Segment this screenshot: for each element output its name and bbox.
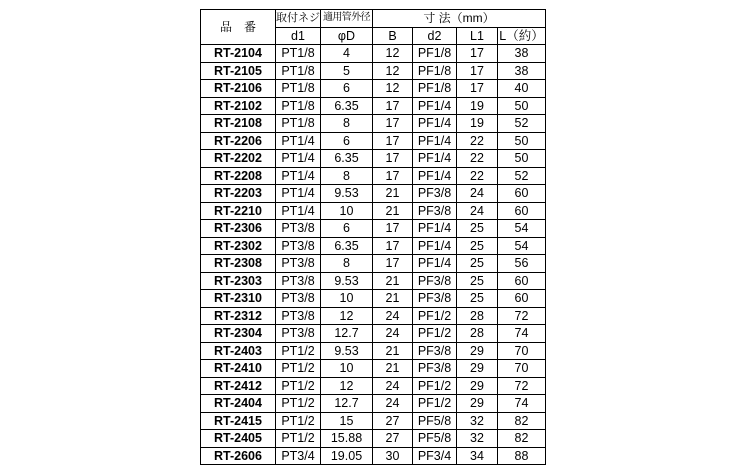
header-dimensions: 寸 法（mm） [373, 10, 546, 28]
header-b: B [373, 27, 413, 45]
b-cell: 24 [373, 325, 413, 343]
l1-cell: 17 [457, 80, 498, 98]
table-body [201, 45, 546, 465]
pipe-od-cell: 8 [321, 115, 373, 133]
b-cell: 21 [373, 360, 413, 378]
table-row [201, 342, 546, 360]
l1-cell: 32 [457, 430, 498, 448]
l1-cell: 25 [457, 272, 498, 290]
l1-cell: 24 [457, 185, 498, 203]
pipe-od-cell: 12.7 [321, 395, 373, 413]
b-cell: 21 [373, 202, 413, 220]
pipe-od-cell: 6 [321, 220, 373, 238]
l1-cell: 17 [457, 45, 498, 63]
b-cell: 17 [373, 167, 413, 185]
b-cell: 12 [373, 62, 413, 80]
l-approx-cell: 54 [498, 220, 546, 238]
pipe-od-cell: 6 [321, 132, 373, 150]
part-no-cell: RT-2210 [201, 202, 276, 220]
pipe-od-cell: 6.35 [321, 237, 373, 255]
d2-cell: PF1/4 [413, 237, 457, 255]
part-no-cell: RT-2108 [201, 115, 276, 133]
thread-cell: PT3/8 [276, 272, 321, 290]
thread-cell: PT1/8 [276, 62, 321, 80]
part-no-cell: RT-2304 [201, 325, 276, 343]
pipe-od-cell: 9.53 [321, 272, 373, 290]
part-no-cell: RT-2105 [201, 62, 276, 80]
l-approx-cell: 60 [498, 202, 546, 220]
l-approx-cell: 50 [498, 97, 546, 115]
b-cell: 21 [373, 185, 413, 203]
thread-cell: PT1/2 [276, 377, 321, 395]
part-no-cell: RT-2206 [201, 132, 276, 150]
header-thread: 取付ネジ [276, 10, 321, 28]
b-cell: 24 [373, 395, 413, 413]
table-header [201, 10, 546, 45]
d2-cell: PF1/2 [413, 377, 457, 395]
b-cell: 17 [373, 97, 413, 115]
table-row [201, 395, 546, 413]
spec-table [200, 9, 546, 465]
l1-cell: 22 [457, 150, 498, 168]
thread-cell: PT1/8 [276, 80, 321, 98]
part-no-cell: RT-2308 [201, 255, 276, 273]
l-approx-cell: 50 [498, 132, 546, 150]
pipe-od-cell: 6 [321, 80, 373, 98]
thread-cell: PT1/4 [276, 167, 321, 185]
table-row [201, 377, 546, 395]
d2-cell: PF3/8 [413, 360, 457, 378]
thread-cell: PT1/2 [276, 412, 321, 430]
pipe-od-cell: 12.7 [321, 325, 373, 343]
d2-cell: PF5/8 [413, 430, 457, 448]
thread-cell: PT1/4 [276, 185, 321, 203]
table-row [201, 237, 546, 255]
table-row [201, 167, 546, 185]
thread-cell: PT3/8 [276, 237, 321, 255]
pipe-od-cell: 15.88 [321, 430, 373, 448]
d2-cell: PF1/4 [413, 255, 457, 273]
pipe-od-cell: 10 [321, 202, 373, 220]
thread-cell: PT3/4 [276, 447, 321, 465]
part-no-cell: RT-2412 [201, 377, 276, 395]
part-no-cell: RT-2404 [201, 395, 276, 413]
table-row [201, 290, 546, 308]
thread-cell: PT3/8 [276, 255, 321, 273]
pipe-od-cell: 8 [321, 255, 373, 273]
l1-cell: 17 [457, 62, 498, 80]
header-l1: L1 [457, 27, 498, 45]
l1-cell: 25 [457, 290, 498, 308]
l-approx-cell: 52 [498, 167, 546, 185]
l1-cell: 34 [457, 447, 498, 465]
header-d1: d1 [276, 27, 321, 45]
pipe-od-cell: 10 [321, 360, 373, 378]
d2-cell: PF1/4 [413, 97, 457, 115]
b-cell: 24 [373, 377, 413, 395]
b-cell: 24 [373, 307, 413, 325]
l1-cell: 19 [457, 97, 498, 115]
d2-cell: PF1/8 [413, 62, 457, 80]
thread-cell: PT1/8 [276, 45, 321, 63]
table-row [201, 97, 546, 115]
d2-cell: PF3/8 [413, 272, 457, 290]
header-part-no: 品 番 [201, 10, 276, 45]
l1-cell: 29 [457, 360, 498, 378]
l-approx-cell: 72 [498, 307, 546, 325]
part-no-cell: RT-2312 [201, 307, 276, 325]
table-row [201, 80, 546, 98]
table-row [201, 220, 546, 238]
l-approx-cell: 74 [498, 395, 546, 413]
table-row [201, 45, 546, 63]
thread-cell: PT3/8 [276, 307, 321, 325]
d2-cell: PF3/8 [413, 290, 457, 308]
thread-cell: PT1/2 [276, 360, 321, 378]
l-approx-cell: 74 [498, 325, 546, 343]
part-no-cell: RT-2104 [201, 45, 276, 63]
l1-cell: 28 [457, 325, 498, 343]
pipe-od-cell: 12 [321, 377, 373, 395]
d2-cell: PF1/2 [413, 325, 457, 343]
b-cell: 21 [373, 342, 413, 360]
l-approx-cell: 50 [498, 150, 546, 168]
b-cell: 17 [373, 255, 413, 273]
l1-cell: 22 [457, 132, 498, 150]
table-row [201, 255, 546, 273]
table-row [201, 150, 546, 168]
pipe-od-cell: 9.53 [321, 185, 373, 203]
thread-cell: PT1/2 [276, 395, 321, 413]
table-row [201, 132, 546, 150]
part-no-cell: RT-2302 [201, 237, 276, 255]
l1-cell: 25 [457, 220, 498, 238]
b-cell: 17 [373, 150, 413, 168]
l-approx-cell: 40 [498, 80, 546, 98]
l-approx-cell: 60 [498, 290, 546, 308]
l1-cell: 22 [457, 167, 498, 185]
d2-cell: PF3/4 [413, 447, 457, 465]
d2-cell: PF1/4 [413, 167, 457, 185]
thread-cell: PT1/8 [276, 97, 321, 115]
table-row [201, 412, 546, 430]
b-cell: 27 [373, 430, 413, 448]
table-row [201, 185, 546, 203]
l-approx-cell: 56 [498, 255, 546, 273]
l1-cell: 29 [457, 377, 498, 395]
l-approx-cell: 38 [498, 45, 546, 63]
pipe-od-cell: 8 [321, 167, 373, 185]
d2-cell: PF1/2 [413, 395, 457, 413]
b-cell: 27 [373, 412, 413, 430]
table-row [201, 307, 546, 325]
header-pipe-od: 適用管外径 [321, 10, 373, 28]
thread-cell: PT3/8 [276, 325, 321, 343]
l-approx-cell: 54 [498, 237, 546, 255]
header-d2: d2 [413, 27, 457, 45]
thread-cell: PT1/2 [276, 430, 321, 448]
table-row [201, 430, 546, 448]
pipe-od-cell: 4 [321, 45, 373, 63]
b-cell: 17 [373, 237, 413, 255]
l-approx-cell: 60 [498, 185, 546, 203]
b-cell: 12 [373, 80, 413, 98]
b-cell: 21 [373, 290, 413, 308]
pipe-od-cell: 12 [321, 307, 373, 325]
d2-cell: PF3/8 [413, 185, 457, 203]
l-approx-cell: 70 [498, 360, 546, 378]
l-approx-cell: 60 [498, 272, 546, 290]
pipe-od-cell: 19.05 [321, 447, 373, 465]
thread-cell: PT1/4 [276, 150, 321, 168]
part-no-cell: RT-2303 [201, 272, 276, 290]
d2-cell: PF3/8 [413, 342, 457, 360]
table-row [201, 325, 546, 343]
l-approx-cell: 72 [498, 377, 546, 395]
table-row [201, 115, 546, 133]
part-no-cell: RT-2106 [201, 80, 276, 98]
d2-cell: PF1/8 [413, 80, 457, 98]
part-no-cell: RT-2306 [201, 220, 276, 238]
b-cell: 21 [373, 272, 413, 290]
part-no-cell: RT-2405 [201, 430, 276, 448]
l-approx-cell: 52 [498, 115, 546, 133]
part-no-cell: RT-2203 [201, 185, 276, 203]
d2-cell: PF5/8 [413, 412, 457, 430]
table-row [201, 62, 546, 80]
header-phi-d: φD [321, 27, 373, 45]
table-row [201, 272, 546, 290]
pipe-od-cell: 6.35 [321, 97, 373, 115]
b-cell: 12 [373, 45, 413, 63]
b-cell: 17 [373, 115, 413, 133]
d2-cell: PF1/4 [413, 115, 457, 133]
l1-cell: 25 [457, 237, 498, 255]
header-l-approx: L（約） [499, 28, 544, 43]
l1-cell: 29 [457, 342, 498, 360]
header-row-top [201, 10, 546, 28]
d2-cell: PF1/2 [413, 307, 457, 325]
thread-cell: PT1/2 [276, 342, 321, 360]
pipe-od-cell: 10 [321, 290, 373, 308]
l1-cell: 24 [457, 202, 498, 220]
thread-cell: PT1/4 [276, 132, 321, 150]
part-no-cell: RT-2208 [201, 167, 276, 185]
l-approx-cell: 82 [498, 430, 546, 448]
l-approx-cell: 70 [498, 342, 546, 360]
l1-cell: 25 [457, 255, 498, 273]
l-approx-cell: 88 [498, 447, 546, 465]
thread-cell: PT1/8 [276, 115, 321, 133]
pipe-od-cell: 15 [321, 412, 373, 430]
part-no-cell: RT-2310 [201, 290, 276, 308]
d2-cell: PF1/4 [413, 150, 457, 168]
b-cell: 17 [373, 220, 413, 238]
part-no-cell: RT-2415 [201, 412, 276, 430]
part-no-cell: RT-2102 [201, 97, 276, 115]
l-approx-cell: 38 [498, 62, 546, 80]
part-no-cell: RT-2202 [201, 150, 276, 168]
pipe-od-cell: 6.35 [321, 150, 373, 168]
thread-cell: PT3/8 [276, 290, 321, 308]
part-no-cell: RT-2403 [201, 342, 276, 360]
part-no-cell: RT-2606 [201, 447, 276, 465]
l1-cell: 28 [457, 307, 498, 325]
d2-cell: PF3/8 [413, 202, 457, 220]
b-cell: 30 [373, 447, 413, 465]
d2-cell: PF1/8 [413, 45, 457, 63]
table-row [201, 202, 546, 220]
pipe-od-cell: 5 [321, 62, 373, 80]
l1-cell: 29 [457, 395, 498, 413]
d2-cell: PF1/4 [413, 132, 457, 150]
d2-cell: PF1/4 [413, 220, 457, 238]
part-no-cell: RT-2410 [201, 360, 276, 378]
l-approx-cell: 82 [498, 412, 546, 430]
table-row [201, 360, 546, 378]
l1-cell: 32 [457, 412, 498, 430]
thread-cell: PT3/8 [276, 220, 321, 238]
l1-cell: 19 [457, 115, 498, 133]
thread-cell: PT1/4 [276, 202, 321, 220]
b-cell: 17 [373, 132, 413, 150]
pipe-od-cell: 9.53 [321, 342, 373, 360]
